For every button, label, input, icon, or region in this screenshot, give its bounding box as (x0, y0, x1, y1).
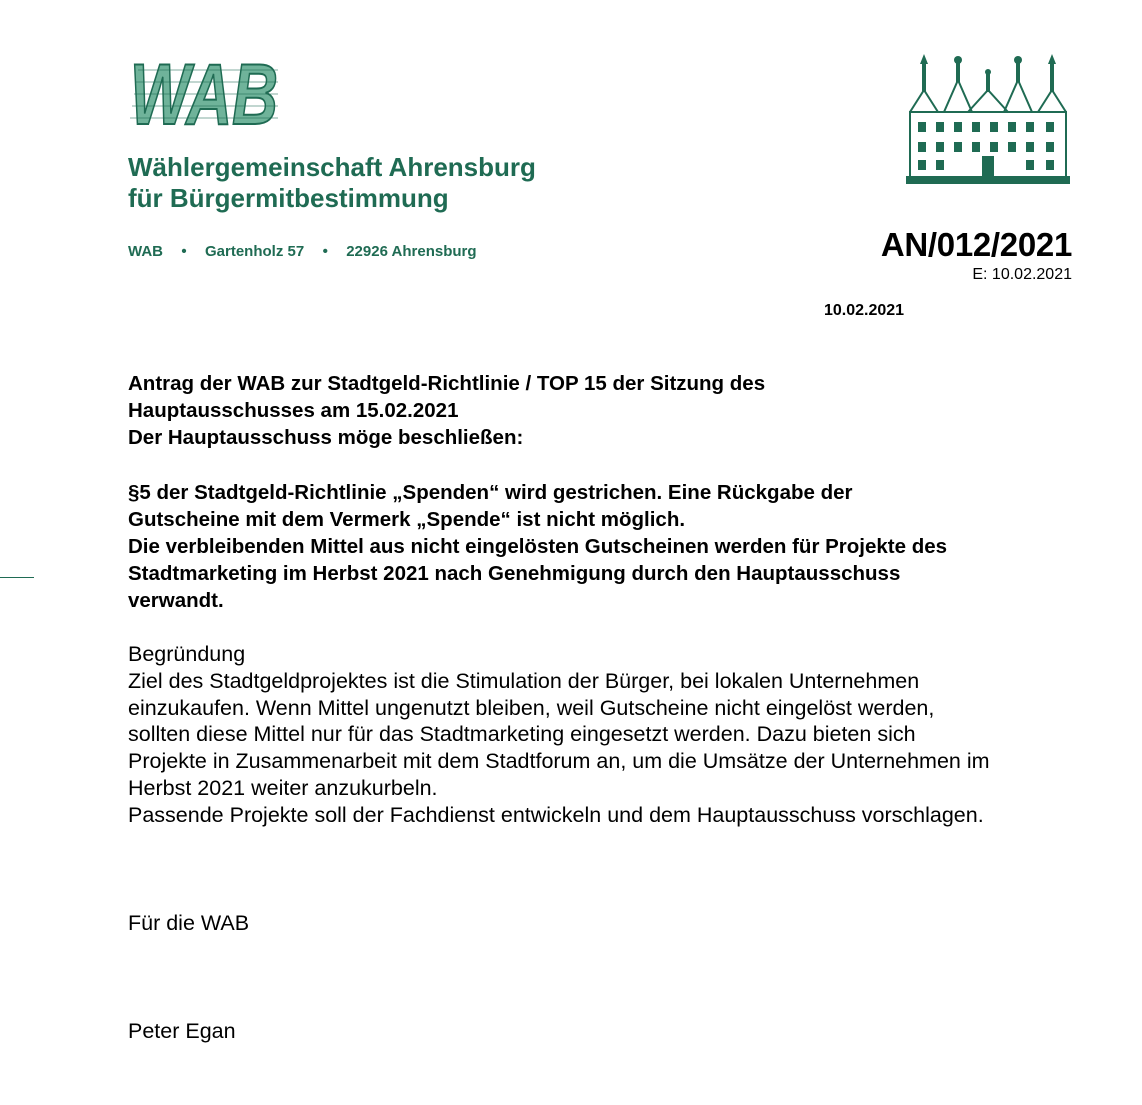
justification-line: sollten diese Mittel nur für das Stadtmarketing eingesetzt werden. Dazu bieten sich (128, 722, 916, 747)
logo-text: WAB (130, 47, 278, 143)
motion-line: Gutscheine mit dem Vermerk „Spende“ ist nicht möglich. (128, 508, 686, 531)
justification-line: einzukaufen. Wenn Mittel ungenutzt bleiben, weil Gutscheine nicht eingelöst werden, (128, 695, 935, 720)
justification-line: Ziel des Stadtgeldprojektes ist die Stimulation der Bürger, bei lokalen Unternehmen (128, 668, 920, 693)
address-name: WAB (128, 243, 163, 260)
motion-text (128, 479, 947, 614)
closing-phrase: Für die WAB (128, 911, 250, 935)
reference-number: AN/012/2021 (880, 226, 1072, 263)
motion-line: Die verbleibenden Mittel aus nicht eingelösten Gutscheinen werden für Projekte des (128, 535, 948, 558)
motion-heading (128, 370, 765, 451)
signature-name: Peter Egan (128, 1019, 236, 1043)
motion-line: verwandt. (128, 589, 224, 612)
castle-emblem-icon (906, 50, 1070, 184)
justification-line: Passende Projekte soll der Fachdienst entwickeln und dem Hauptausschuss vorschlagen. (128, 802, 984, 827)
justification (128, 641, 990, 829)
justification-title: Begründung (128, 642, 246, 666)
address-street: Gartenholz 57 (205, 243, 305, 260)
organization-name-line2: für Bürgermitbestimmung (128, 183, 449, 213)
heading-line: Antrag der WAB zur Stadtgeld-Richtlinie / TOP 15 der Sitzung des (128, 372, 766, 395)
organization-name-line1: Wählergemeinschaft Ahrensburg (128, 152, 536, 182)
sender-address (128, 243, 477, 260)
fold-mark (0, 577, 34, 578)
bullet-separator: • (322, 243, 328, 260)
heading-line: Hauptausschusses am 15.02.2021 (128, 399, 459, 422)
document-date: 10.02.2021 (824, 302, 905, 319)
address-city: 22926 Ahrensburg (346, 243, 477, 260)
received-date: E: 10.02.2021 (972, 266, 1072, 283)
motion-line: Stadtmarketing im Herbst 2021 nach Genehmigung durch den Hauptausschuss (128, 562, 901, 585)
heading-line: Der Hauptausschuss möge beschließen: (128, 426, 524, 449)
justification-line: Herbst 2021 weiter anzukurbeln. (128, 775, 438, 800)
wab-logo (128, 47, 280, 143)
bullet-separator: • (181, 243, 187, 260)
motion-line: §5 der Stadtgeld-Richtlinie „Spenden“ wird gestrichen. Eine Rückgabe der (128, 481, 853, 504)
justification-line: Projekte in Zusammenarbeit mit dem Stadtforum an, um die Umsätze der Unternehmen im (128, 749, 990, 774)
